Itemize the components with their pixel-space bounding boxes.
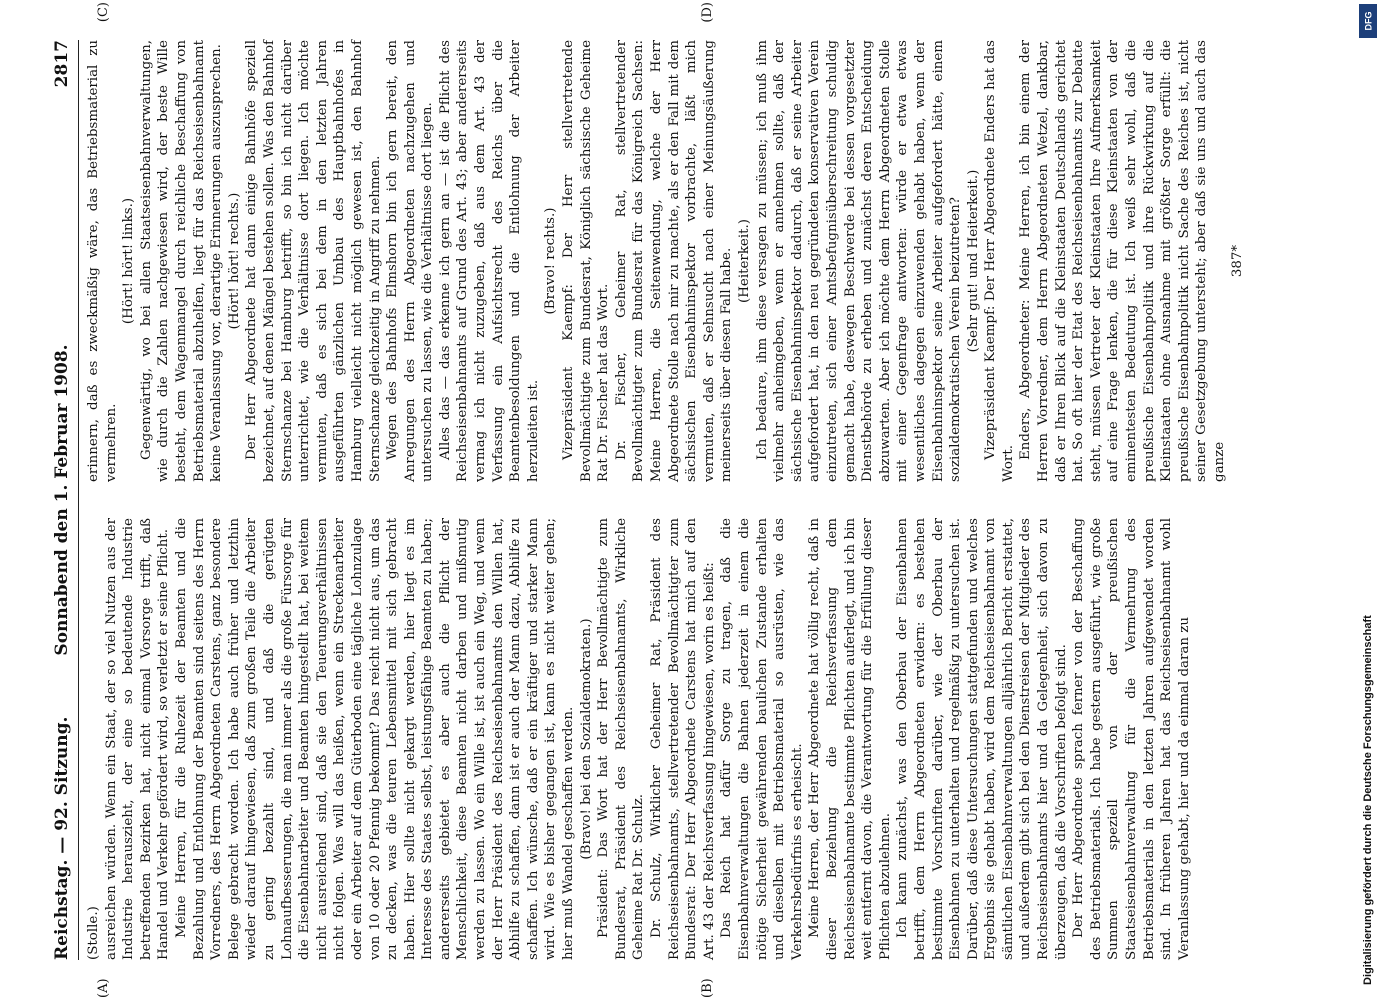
header-center: Sonnabend den 1. Februar 1908. (52, 344, 72, 656)
paragraph: erinnern, daß es zweckmäßig wäre, das Betriebsmaterial zu vermehren. (86, 40, 119, 482)
header-left: Reichstag. — 92. Sitzung. (52, 716, 72, 960)
digitization-credit: Digitalisierung gefördert durch die Deutsche Forschungsgemeinschaft (1362, 615, 1374, 985)
speaker-tag: (Stolle.) (86, 906, 101, 960)
paragraph: Ich bedaure, ihm diese versagen zu müssen; ich muß ihm vielmehr anheimgeben, wenn er annehmen sollte, daß der sächsische Eisenbahninspektor dadurch, daß er seine Arbeiter aufgefordert hat, in den neu gegründeten konservativen Verein einzutreten, sich einer Amtsbefugnisüberschreitung schuldig gemacht habe, deswegen Beschwerde bei dessen vorgesetzter Dienstbehörde zu erheben und zunächst deren Entscheidung abzuwarten. Aber ich möchte dem Herrn Abgeordneten Stolle mit einer Gegenfrage antworten: würde er etwa etwas wesentliches dagegen einzuwenden gehabt haben, wenn der Eisenbahninspektor seine Arbeiter aufgefordert hätte, einem sozialdemokratischen Verein beizutreten? (754, 40, 964, 482)
interjection: (Bravo! bei den Sozialdemokraten.) (578, 618, 594, 860)
paragraph: Meine Herren, für die Ruhezeit der Beamten und die Bezahlung und Entlohnung der Beamten sind seitens des Herrn Vorredners, des Herrn Abgeordneten Carstens, ganz besondere Belege gebracht worden. Ich habe auch früher und letzthin wieder darauf hingewiesen, daß zum großen Teile die Arbeiter zu gering bezahlt sind, und daß die gerügten Lohnaufbesserungen, die man immer als die große Fürsorge für die Eisenbahnarbeiter und Beamten hingestellt hat, bei weitem nicht ausreichend sind, daß sie den Teuerungsverhältnissen nicht folgen. Was will das heißen, wenn ein Streckenarbeiter oder ein Arbeiter auf dem Güterboden eine tägliche Lohnzulage von 10 oder 20 Pfennig bekommt? Das reicht nicht aus, um das zu decken, was die teuren Lebensmittel mit sich gebracht haben. Hier sollte nicht gekargt werden, hier liegt es im Interesse des Staates selbst, leistungsfähige Beamten zu haben; andererseits gebietet es aber auch die Pflicht der Menschlichkeit, diese Beamten nicht darben und mißmutig werden zu lassen. Wo ein Wille ist, ist auch ein Weg, und wenn der Herr Präsident des Reichseisenbahnamts den Willen hat, Abhilfe zu schaffen, dann ist er auch der Mann dazu, Abhilfe zu schaffen. Ich wünsche, daß er ein kräftiger und starker Mann wird. Wie es bisher gegangen ist, kann es nicht weiter gehen; hier muß Wandel geschaffen werden. (173, 518, 577, 960)
dfg-logo: DFG (1359, 4, 1377, 38)
page-header (48, 40, 79, 960)
digitization-credit-strip (1355, 0, 1383, 1000)
paragraph: Ich kann zunächst, was den Oberbau der Eisenbahnen betrifft, dem Herrn Abgeordneten erwidern: es bestehen bestimmte Vorschriften darüber, wie der Oberbau der Eisenbahnen zu unterhalten und regelmäßig zu untersuchen ist. Darüber, daß diese Untersuchungen stattgefunden und welches Ergebnis sie gehabt haben, wird dem Reichseisenbahnamt von sämtlichen Eisenbahnverwaltungen alljährlich Bericht erstattet, und außerdem gibt sich bei den Dienstreisen der Mitglieder des Reichseisenbahnamts hier und da Gelegenheit, sich davon zu überzeugen, daß die Vorschriften befolgt sind. (895, 518, 1069, 960)
margin-marker-c: (C) (96, 2, 111, 23)
margin-marker-b: (B) (700, 978, 715, 998)
speaker-announcement: Vizepräsident Kaempf: Der Herr Abgeordnete Enders hat das Wort. (983, 40, 1016, 482)
paragraph: Dr. Fischer, Geheimer Rat, stellvertretender Bevollmächtigter zum Bundesrat für das Königreich Sachsen: Meine Herren, die Seitenwendung, welche der Herr Abgeordnete Stolle nach mir zu machte, als er den Fall mit dem sächsischen Eisenbahninspektor vorbrachte, läßt mich vermuten, daß er Sehnsucht nach einer Meinungsäußerung meinerseits über diesen Fall habe. (613, 40, 735, 482)
paragraph: ausreichen würden. Wenn ein Staat, der so viel Nutzen aus der Industrie herauszieht, der eine so bedeutende Industrie betreffenden Bezirken hat, nicht einmal Vorsorge trifft, daß Handel und Verkehr gefördert wird, so verletzt er seine Pflicht. (103, 518, 172, 960)
footer-signature-number: 387* (1229, 244, 1245, 278)
interjection: (Bravo! rechts.) (543, 207, 559, 315)
paragraph: Dr. Schulz, Wirklicher Geheimer Rat, Präsident des Reichseisenbahnamts, stellvertretender Bevollmächtigter zum Bundesrat: Der Herr Abgeordnete Carstens hat mich auf den Art. 43 der Reichsverfassung hingewiesen, worin es heißt: (649, 518, 717, 960)
speaker-announcement: Präsident: Das Wort hat der Herr Bevollmächtigte zum Bundesrat, Präsident des Reichseisenbahnamts, Wirkliche Geheime Rat Dr. Schulz. (596, 518, 647, 960)
interjection: (Sehr gut! und Heiterkeit.) (965, 169, 981, 353)
paragraph: Der Herr Abgeordnete hat dann einige Bahnhöfe speziell bezeichnet, auf denen Mängel bestehen sollen. Was den Bahnhof Sternschanze bei Hamburg betrifft, so bin ich nicht darüber unterrichtet, wie die Verhältnisse dort liegen. Ich möchte vermuten, daß es sich bei dem in den letzten Jahren ausgeführten gänzlichen Umbau des Hauptbahnhofes in Hamburg vielleicht nicht möglich gewesen ist, den Bahnhof Sternschanze gleichzeitig in Angriff zu nehmen. (244, 40, 383, 482)
margin-marker-d: (D) (700, 2, 715, 23)
interjection: (Heiterkeit.) (736, 219, 752, 303)
paragraph: Gegenwärtig, wo bei allen Staatseisenbahnverwaltungen, wie durch die Zahlen nachgewiesen wird, der beste Wille besteht, dem Wagenmangel durch reichliche Beschaffung von Betriebsmaterial abzuhelfen, liegt für das Reichseisenbahnamt keine Veranlassung vor, derartige Erinnerungen auszusprechen. (138, 40, 225, 482)
interjection: (Hört! hört! links.) (121, 197, 137, 325)
margin-marker-a: (A) (96, 978, 111, 998)
quoted-article: Das Reich hat dafür Sorge zu tragen, daß die Eisenbahnverwaltungen die Bahnen jederzeit in einem die nötige Sicherheit gewährenden baulichen Zustande erhalten und dieselben mit Betriebsmaterial so ausrüsten, wie das Verkehrsbedürfnis es erheischt. (719, 518, 805, 960)
paragraph: Wegen des Bahnhofs Elmshorn bin ich gern bereit, den Anregungen des Herrn Abgeordneten nachzugehen und untersuchen zu lassen, wie die Verhältnisse dort liegen. (385, 40, 436, 482)
speaker-announcement: Vizepräsident Kaempf: Der Herr stellvertretende Bevollmächtigte zum Bundesrat, Königlich sächsische Geheime Rat Dr. Fischer hat das Wort. (561, 40, 612, 482)
header-page-number: 2817 (52, 40, 72, 88)
text-columns (85, 40, 1246, 960)
right-column (85, 40, 1246, 482)
interjection: (Hört! hört! rechts.) (226, 192, 242, 330)
left-column (85, 518, 1246, 960)
paragraph: Alles das — das erkenne ich gern an — ist die Pflicht des Reichseisenbahnamts auf Grund des Art. 43; aber andererseits vermag ich nicht zuzugeben, daß aus dem Art. 43 der Verfassung ein Aufsichtsrecht des Reichs über die Beamtenbesoldungen und die Entlohnung der Arbeiter herzuleiten ist. (437, 40, 541, 482)
paragraph: Der Herr Abgeordnete sprach ferner von der Beschaffung des Betriebsmaterials. Ich habe gestern ausgeführt, wie große Summen speziell von der preußischen Staatseisenbahnverwaltung für die Vermehrung des Betriebsmaterials in den letzten Jahren aufgewendet worden sind. In früheren Jahren hat das Reichseisenbahnamt wohl Veranlassung gehabt, hier und da einmal daran zu (1071, 518, 1192, 960)
paragraph: Enders, Abgeordneter: Meine Herren, ich bin einem der Herren Vorredner, dem Herrn Abgeordneten Wetzel, dankbar, daß er Ihren Blick auf die Kleinstaaten Deutschlands gerichtet hat. So oft hier der Etat des Reichseisenbahnamts zur Debatte steht, müssen Vertreter der Kleinstaaten Ihre Aufmerksamkeit auf eine Frage lenken, die für diese Kleinstaaten von der eminentesten Bedeutung ist. Ich weiß sehr wohl, daß die preußische Eisenbahnpolitik und ihre Rückwirkung auf die Kleinstaaten ohne Ausnahme mit größter Sorge erfüllt: die preußische Eisenbahnpolitik nicht Sache des Reiches ist, nicht seiner Gesetzgebung untersteht; aber daß sie uns und auch das ganze (1018, 40, 1227, 482)
paragraph: Meine Herren, der Herr Abgeordnete hat völlig recht, daß in dieser Beziehung die Reichsverfassung dem Reichseisenbahnamte bestimmte Pflichten auferlegt, und ich bin weit entfernt davon, die Verantwortung für die Erfüllung dieser Pflichten abzulehnen. (807, 518, 893, 960)
